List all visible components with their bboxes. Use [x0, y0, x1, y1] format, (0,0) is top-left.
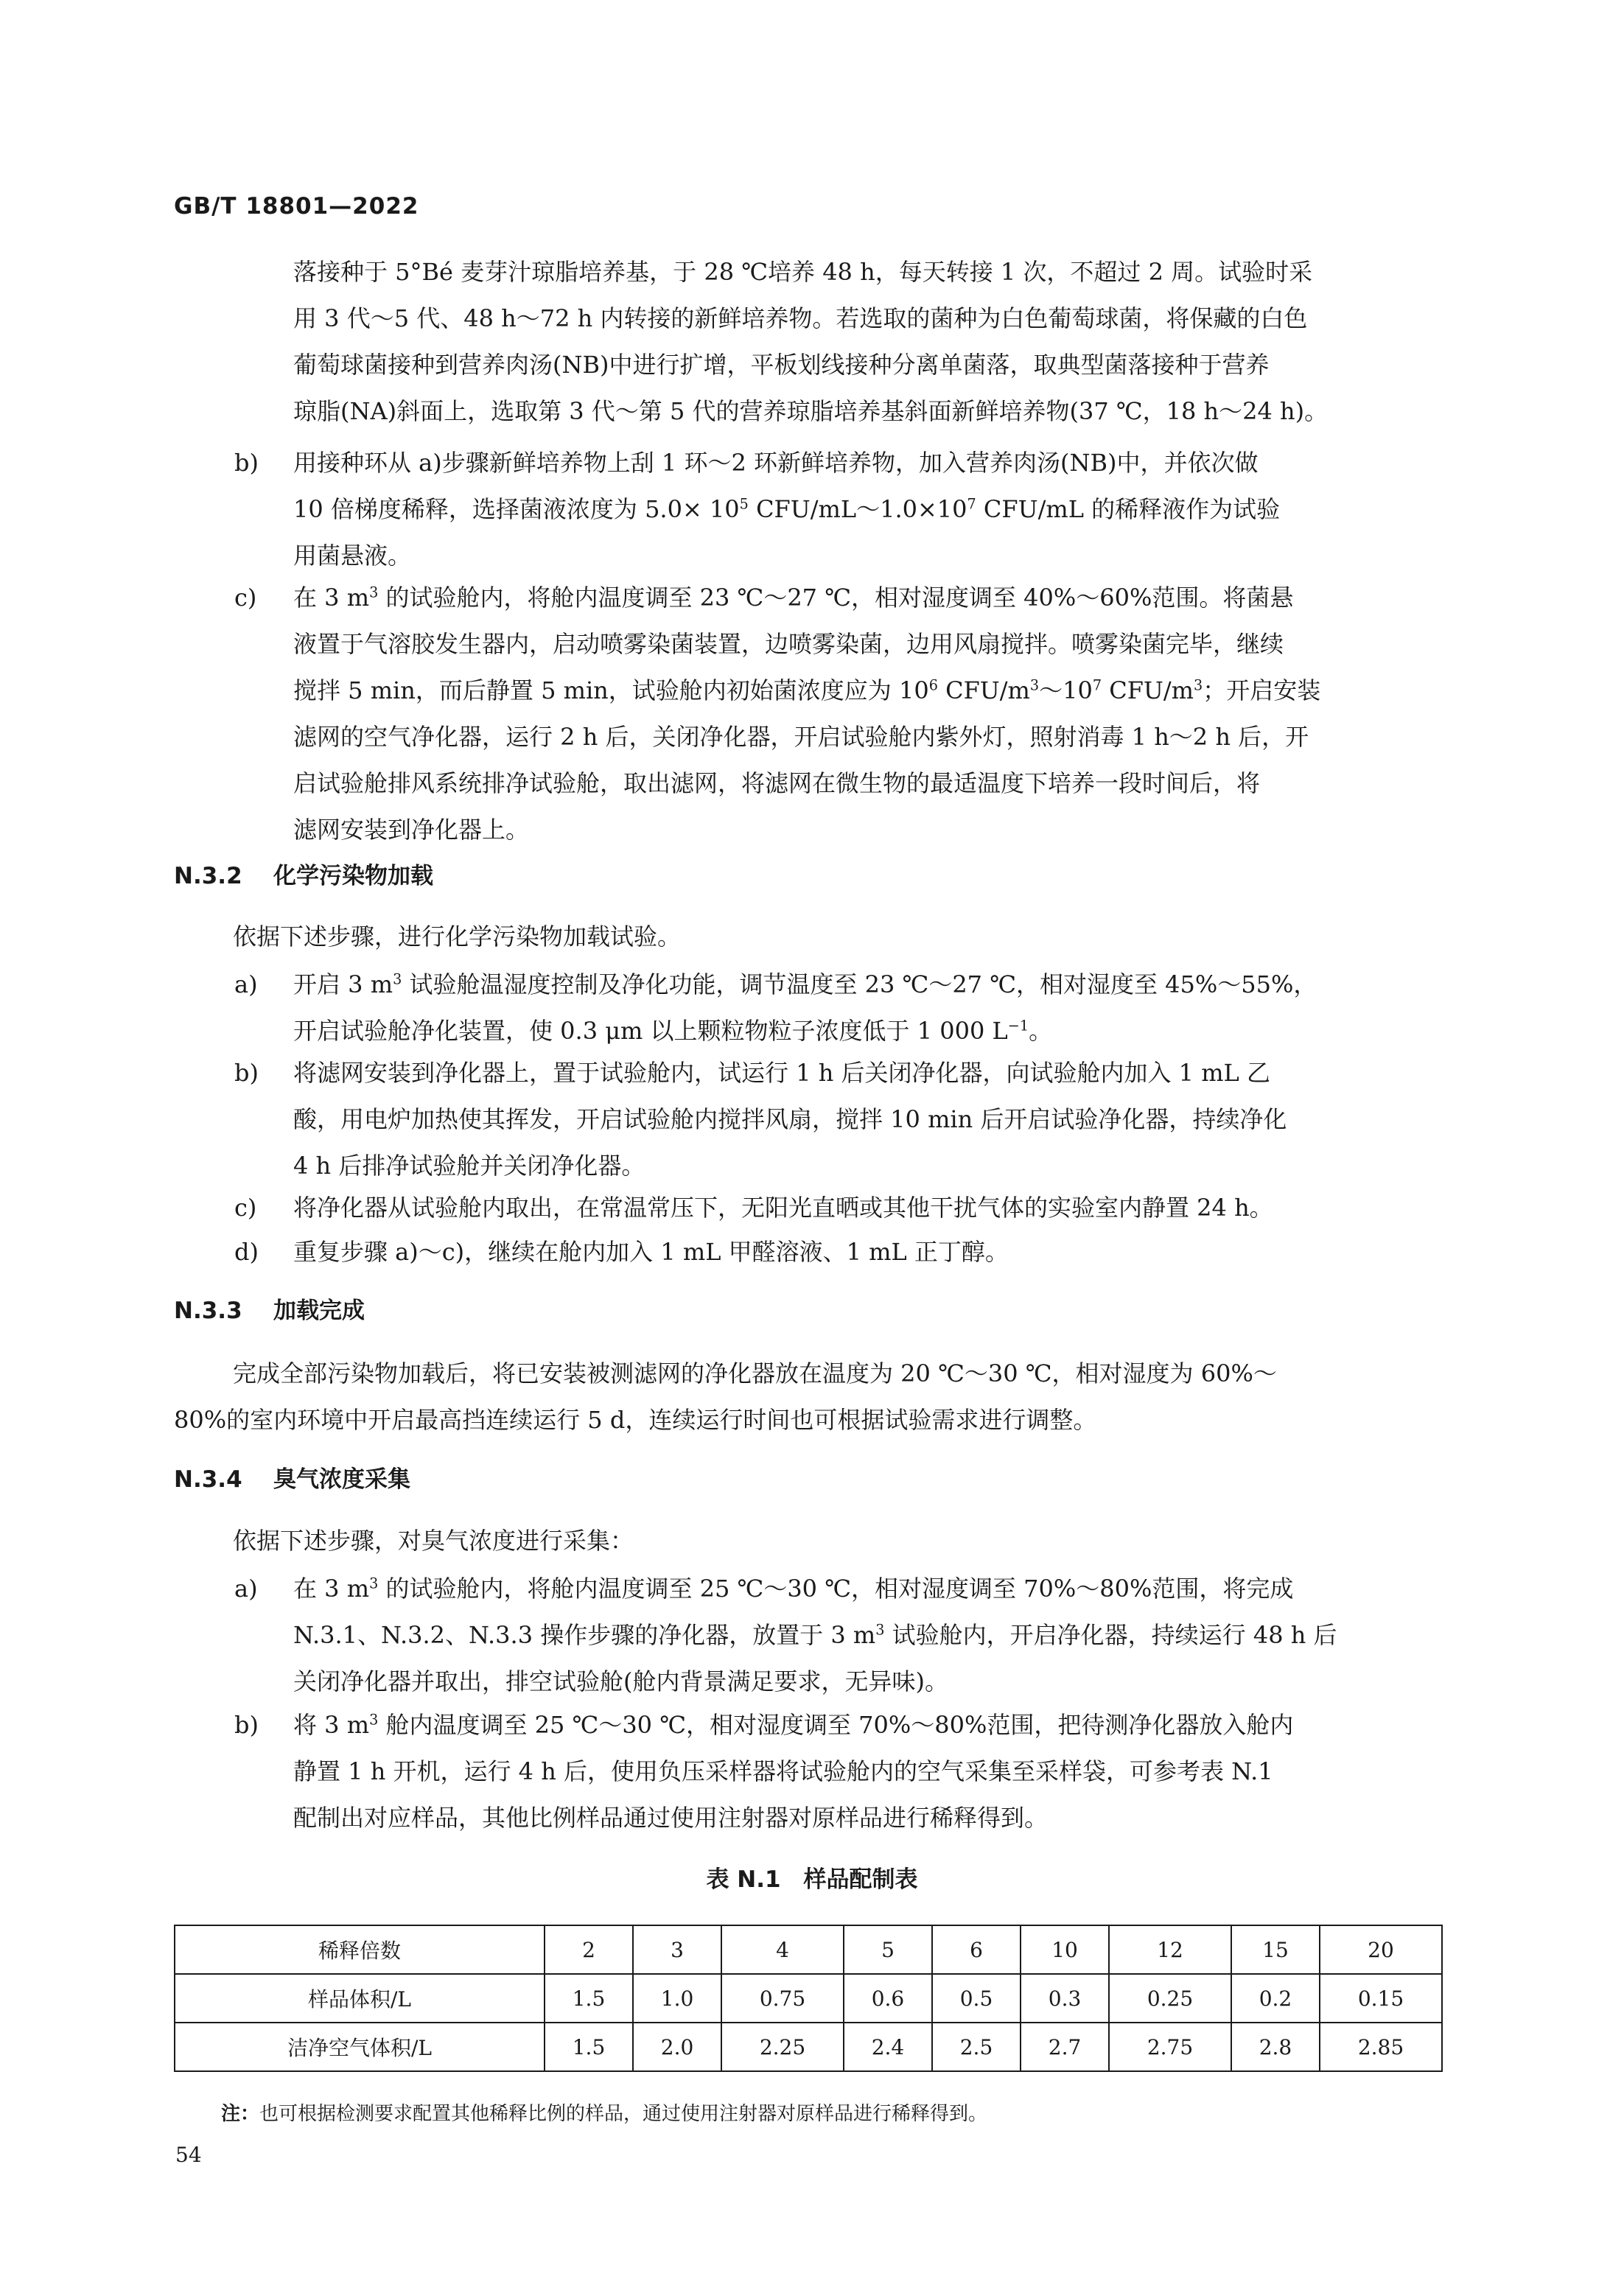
section-number: N.3.3	[174, 1298, 242, 1324]
list-item-line: 用接种环从 a)步骤新鲜培养物上刮 1 环～2 环新鲜培养物，加入营养肉汤(NB)中，并依次做	[293, 449, 1259, 477]
table-cell: 1.0	[633, 1974, 721, 2023]
table-cell: 2.5	[932, 2023, 1021, 2071]
list-item-label: d)	[234, 1238, 259, 1266]
list-item-line: 配制出对应样品，其他比例样品通过使用注射器对原样品进行稀释得到。	[293, 1804, 1049, 1832]
list-item-label: a)	[234, 1575, 258, 1603]
table-cell: 0.25	[1109, 1974, 1231, 2023]
list-item-line: 开启试验舱净化装置，使 0.3 μm 以上颗粒物粒子浓度低于 1 000 $L^{-1}$。	[293, 1017, 1053, 1045]
row-header-cell: 稀释倍数	[175, 1925, 545, 1974]
row-header-cell: 样品体积/L	[175, 1974, 545, 2023]
list-item-line: 启试验舱排风系统排净试验舱，取出滤网，将滤网在微生物的最适温度下培养一段时间后，将	[293, 769, 1261, 797]
standard-code-header: GB/T 18801—2022	[174, 193, 419, 220]
note-text: 也可根据检测要求配置其他稀释比例的样品，通过使用注射器对原样品进行稀释得到。	[259, 2103, 988, 2125]
table-cell: 5	[844, 1925, 932, 1974]
paragraph-line: 葡萄球菌接种到营养肉汤(NB)中进行扩增，平板划线接种分离单菌落，取典型菌落接种于营养	[293, 351, 1270, 379]
table-caption: 表 N.1 样品配制表	[706, 1866, 918, 1893]
table-cell: 0.5	[932, 1974, 1021, 2023]
list-item-label: a)	[234, 970, 258, 998]
row-header-cell: 洁净空气体积/L	[175, 2023, 545, 2071]
table-cell: 1.5	[545, 2023, 633, 2071]
list-item-line: 液置于气溶胶发生器内，启动喷雾染菌装置，边喷雾染菌，边用风扇搅拌。喷雾染菌完毕，继续	[293, 630, 1284, 658]
table-note	[221, 2098, 987, 2126]
table-cell: 0.3	[1021, 1974, 1109, 2023]
list-item-line: 酸，用电炉加热使其挥发，开启试验舱内搅拌风扇，搅拌 10 min 后开启试验净化器，持续净化	[293, 1105, 1287, 1133]
list-item-label: b)	[234, 449, 259, 477]
table-cell: 2.75	[1109, 2023, 1231, 2071]
section-intro: 依据下述步骤，进行化学污染物加载试验。	[233, 923, 682, 951]
list-item-label: c)	[234, 584, 257, 612]
list-item-line: 用菌悬液。	[293, 542, 412, 570]
paragraph-line: 落接种于 5°Bé 麦芽汁琼脂培养基，于 28 ℃培养 48 h，每天转接 1 次，不超过 2 周。试验时采	[293, 258, 1313, 286]
list-item-line: 滤网的空气净化器，运行 2 h 后，关闭净化器，开启试验舱内紫外灯，照射消毒 1 h～2 h 后，开	[293, 723, 1309, 751]
table-cell: 20	[1320, 1925, 1442, 1974]
table-cell: 2.4	[844, 2023, 932, 2071]
table-cell: 12	[1109, 1925, 1231, 1974]
paragraph-line: 80%的室内环境中开启最高挡连续运行 5 d，连续运行时间也可根据试验需求进行调整。	[174, 1406, 1097, 1434]
section-title: 臭气浓度采集	[273, 1466, 410, 1493]
list-item-line: 滤网安装到净化器上。	[293, 816, 530, 844]
table-cell: 2.7	[1021, 2023, 1109, 2071]
table-cell: 0.6	[844, 1974, 932, 2023]
table-cell: 15	[1231, 1925, 1320, 1974]
table-cell: 0.15	[1320, 1974, 1442, 2023]
table-cell: 10	[1021, 1925, 1109, 1974]
list-item-line: 4 h 后排净试验舱并关闭净化器。	[293, 1152, 645, 1180]
table-row	[175, 2023, 1442, 2071]
section-intro: 依据下述步骤，对臭气浓度进行采集：	[233, 1527, 634, 1555]
list-item-line: 在 3 $m^3$ 的试验舱内，将舱内温度调至 23 ℃～27 ℃，相对湿度调至 40%～60%范围。将菌悬	[293, 584, 1294, 612]
page-number: 54	[175, 2143, 202, 2167]
list-item-line: 在 3 $m^3$ 的试验舱内，将舱内温度调至 25 ℃～30 ℃，相对湿度调至 70%～80%范围，将完成	[293, 1575, 1294, 1603]
paragraph-line: 琼脂(NA)斜面上，选取第 3 代～第 5 代的营养琼脂培养基斜面新鲜培养物(37 ℃，18 h～24 h)。	[293, 397, 1329, 425]
list-item-line: 将 3 $m^3$ 舱内温度调至 25 ℃～30 ℃，相对湿度调至 70%～80%范围，把待测净化器放入舱内	[293, 1711, 1294, 1739]
section-title: 加载完成	[273, 1298, 365, 1324]
paragraph-line: 用 3 代～5 代、48 h～72 h 内转接的新鲜培养物。若选取的菌种为白色葡萄球菌，将保藏的白色	[293, 304, 1308, 332]
list-item-line: 静置 1 h 开机，运行 4 h 后，使用负压采样器将试验舱内的空气采集至采样袋，可参考表 N.1	[293, 1757, 1273, 1785]
list-item-label: b)	[234, 1059, 259, 1087]
list-item-line: 10 倍梯度稀释，选择菌液浓度为 $5.0\times 10^5$ CFU/$mL\sim 1.0\times 10^7$ CFU/mL 的稀释液作为试验	[293, 495, 1281, 523]
paragraph-line: 完成全部污染物加载后，将已安装被测滤网的净化器放在温度为 20 ℃～30 ℃，相对湿度为 60%～	[233, 1359, 1277, 1387]
table-row	[175, 1925, 1442, 1974]
section-heading-n32	[174, 857, 433, 890]
list-item-line: N.3.1、N.3.2、N.3.3 操作步骤的净化器，放置于 3 $m^3$ 试验舱内，开启净化器，持续运行 48 h 后	[293, 1621, 1337, 1649]
table-cell: 6	[932, 1925, 1021, 1974]
list-item-label: b)	[234, 1711, 259, 1739]
table-cell: 1.5	[545, 1974, 633, 2023]
table-cell: 2.0	[633, 2023, 721, 2071]
list-item-line: 搅拌 5 min，而后静置 5 min，试验舱内初始菌浓度应为 $10^6$ CFU/$m^3\sim 10^7$ CFU/$m^3$；开启安装	[293, 676, 1321, 704]
table-cell: 2	[545, 1925, 633, 1974]
list-item-line: 开启 3 $m^3$ 试验舱温湿度控制及净化功能，调节温度至 23 ℃～27 ℃，相对湿度至 45%～55%，	[293, 970, 1317, 998]
table-cell: 2.25	[721, 2023, 844, 2071]
list-item-line: 将净化器从试验舱内取出，在常温常压下，无阳光直晒或其他干扰气体的实验室内静置 24 h。	[293, 1194, 1273, 1222]
table-cell: 4	[721, 1925, 844, 1974]
list-item-line: 关闭净化器并取出，排空试验舱(舱内背景满足要求，无异味)。	[293, 1667, 948, 1695]
table-cell: 0.75	[721, 1974, 844, 2023]
list-item-line: 重复步骤 a)～c)，继续在舱内加入 1 mL 甲醛溶液、1 mL 正丁醇。	[293, 1238, 1009, 1266]
table-row	[175, 1974, 1442, 2023]
section-title: 化学污染物加载	[273, 863, 433, 889]
table-cell: 2.8	[1231, 2023, 1320, 2071]
section-heading-n34	[174, 1460, 410, 1494]
list-item-line: 将滤网安装到净化器上，置于试验舱内，试运行 1 h 后关闭净化器，向试验舱内加入 1 mL 乙	[293, 1059, 1270, 1087]
table-cell: 3	[633, 1925, 721, 1974]
sample-preparation-table	[174, 1925, 1443, 2072]
section-number: N.3.2	[174, 863, 242, 889]
list-item-label: c)	[234, 1194, 257, 1222]
table-cell: 0.2	[1231, 1974, 1320, 2023]
note-label: 注：	[221, 2103, 260, 2125]
table-cell: 2.85	[1320, 2023, 1442, 2071]
section-number: N.3.4	[174, 1466, 242, 1493]
section-heading-n33	[174, 1292, 365, 1325]
